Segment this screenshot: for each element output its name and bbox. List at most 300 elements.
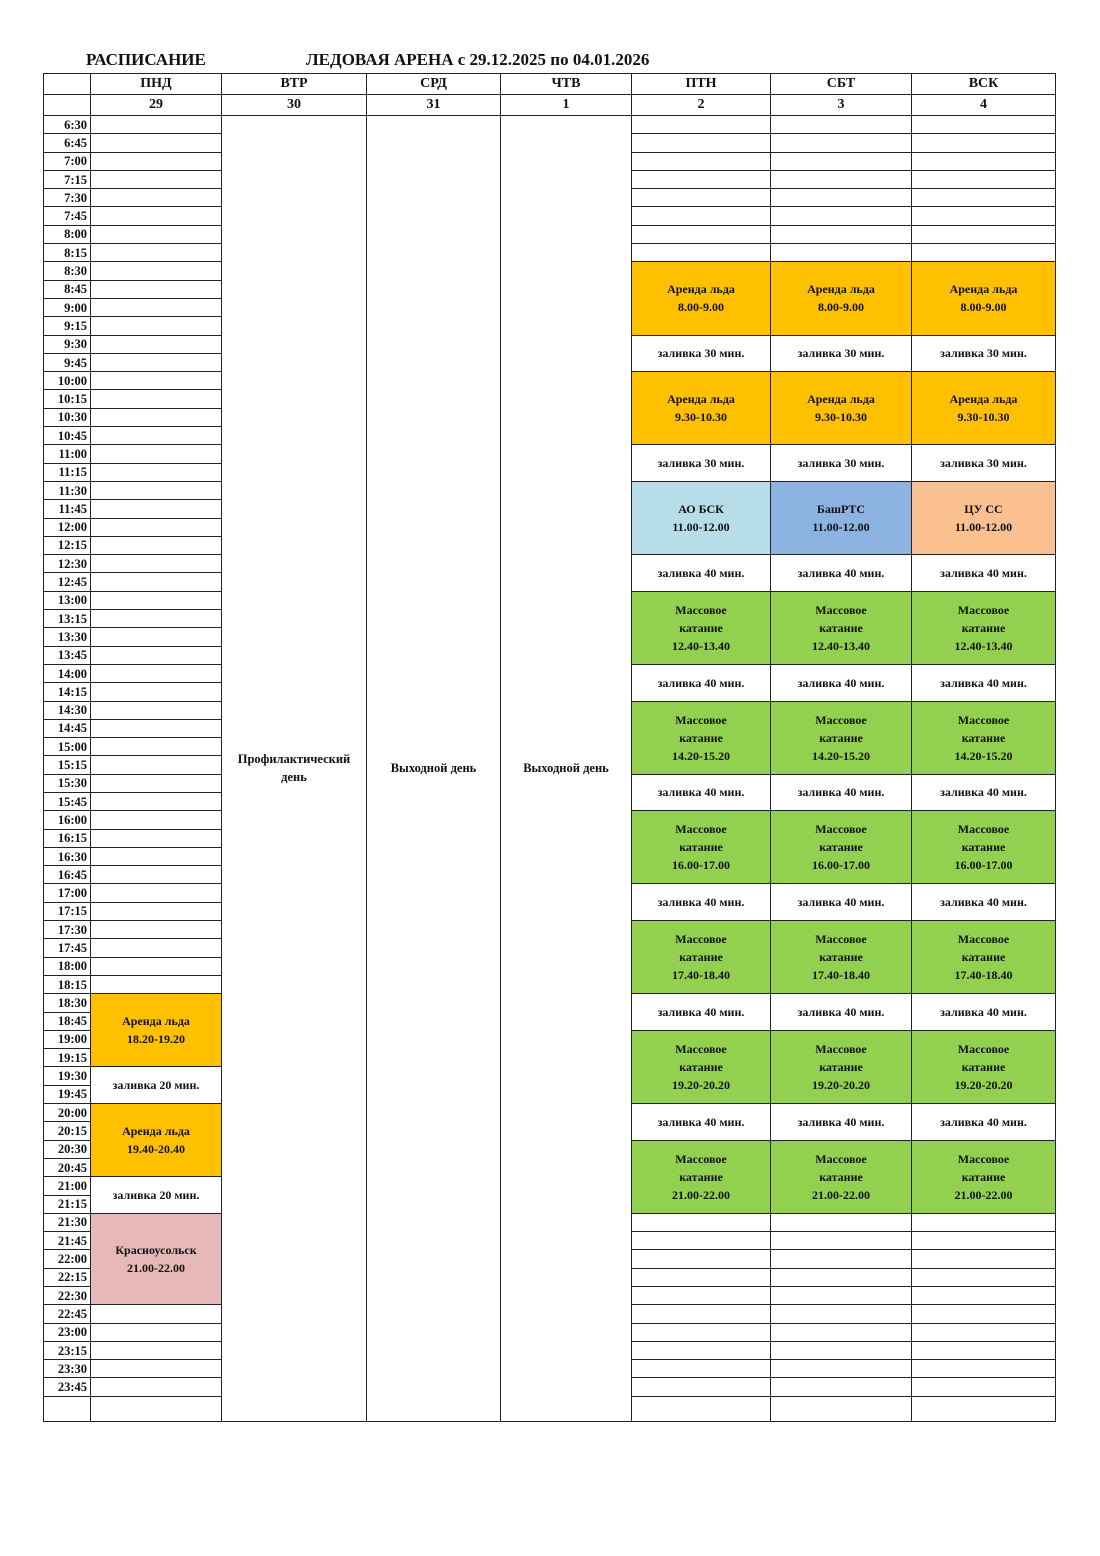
time-label: 23:30 [44, 1360, 91, 1378]
monday-empty-slot[interactable] [91, 866, 222, 884]
event-text-line: 21.00-22.00 [812, 1187, 870, 1202]
event-text-line: Массовое [675, 822, 727, 837]
time-label: 18:00 [44, 957, 91, 975]
weekend-event-pour[interactable] [771, 884, 912, 921]
event-text-line: 21.00-22.00 [672, 1187, 730, 1202]
event-text-line: катание [679, 840, 723, 855]
event-text-line: 14.20-15.20 [672, 748, 730, 763]
day-date-header: 31 [367, 95, 501, 116]
event-text-line: Массовое [815, 932, 867, 947]
time-label: 21:00 [44, 1177, 91, 1195]
event-text-line: 19.40-20.40 [127, 1142, 185, 1157]
event-text-line: Массовое [957, 932, 1010, 947]
weekend-event-pour[interactable] [632, 994, 771, 1031]
event-text-line: катание [679, 730, 723, 745]
weekend-event-pour[interactable] [632, 445, 771, 482]
event-text-line: катание [679, 1059, 723, 1074]
event-text-line: Аренда льда [122, 1124, 190, 1139]
weekend-event-bashrts[interactable] [771, 481, 912, 554]
event-text-line: 21.00-22.00 [127, 1261, 185, 1276]
time-label: 9:15 [44, 317, 91, 335]
weekend-empty-slot[interactable] [632, 244, 771, 262]
time-label: 14:15 [44, 683, 91, 701]
page-subtitle: ЛЕДОВАЯ АРЕНА с 29.12.2025 по 04.01.2026 [306, 50, 650, 69]
day-name-header: ВТР [222, 74, 367, 95]
weekend-empty-slot[interactable] [632, 1213, 771, 1231]
monday-empty-slot[interactable] [91, 921, 222, 939]
monday-empty-slot[interactable] [91, 481, 222, 499]
event-text-line: катание [819, 1169, 863, 1184]
weekend-event-pour[interactable] [632, 1104, 771, 1141]
event-text-line: 16.00-17.00 [954, 858, 1013, 873]
monday-empty-slot[interactable] [91, 701, 222, 719]
weekend-event-pour[interactable] [912, 884, 1056, 921]
event-text-line: 12.40-13.40 [812, 638, 870, 653]
event-text-line: катание [819, 840, 863, 855]
weekend-empty-slot[interactable] [771, 170, 912, 188]
monday-event-rent[interactable] [91, 994, 222, 1067]
event-text-line: 8.00-9.00 [960, 300, 1007, 315]
event-text-line: 9.30-10.30 [815, 410, 867, 425]
time-label: 7:00 [44, 152, 91, 170]
weekend-event-mass[interactable] [771, 1030, 912, 1103]
weekend-empty-slot[interactable] [912, 1268, 1056, 1286]
weekend-empty-slot[interactable] [912, 1232, 1056, 1250]
day-name-header: ПТН [632, 74, 771, 95]
weekend-empty-slot[interactable] [771, 189, 912, 207]
weekend-event-pour[interactable] [632, 335, 771, 372]
weekend-event-pour[interactable] [912, 774, 1056, 811]
full-day-note-tue [222, 116, 367, 1422]
weekend-empty-slot[interactable] [912, 134, 1056, 152]
weekend-empty-slot[interactable] [771, 1250, 912, 1268]
weekend-empty-slot[interactable] [632, 1341, 771, 1359]
time-label: 21:30 [44, 1213, 91, 1231]
time-label: 22:30 [44, 1287, 91, 1305]
monday-empty-slot[interactable] [91, 262, 222, 280]
weekend-empty-slot[interactable] [771, 1305, 912, 1323]
event-text-line: заливка 30 мин. [940, 346, 1027, 361]
event-text-line: АО БСК [678, 502, 724, 517]
weekend-event-mass[interactable] [632, 1030, 771, 1103]
weekend-empty-slot[interactable] [771, 225, 912, 243]
weekend-empty-slot[interactable] [632, 1323, 771, 1341]
time-label: 13:00 [44, 591, 91, 609]
day-name-header: ЧТВ [501, 74, 632, 95]
weekend-empty-slot[interactable] [632, 225, 771, 243]
monday-empty-slot[interactable] [91, 847, 222, 865]
time-label: 16:45 [44, 866, 91, 884]
monday-empty-slot[interactable] [91, 390, 222, 408]
time-label: 14:30 [44, 701, 91, 719]
weekend-empty-slot[interactable] [912, 1305, 1056, 1323]
weekend-event-pour[interactable] [912, 1104, 1056, 1141]
weekend-empty-slot[interactable] [771, 1268, 912, 1286]
monday-empty-slot[interactable] [91, 280, 222, 298]
weekend-event-mass[interactable] [632, 591, 771, 664]
footer-cell [632, 1396, 771, 1421]
monday-empty-slot[interactable] [91, 811, 222, 829]
time-label: 18:45 [44, 1012, 91, 1030]
weekend-empty-slot[interactable] [912, 1213, 1056, 1231]
monday-empty-slot[interactable] [91, 500, 222, 518]
event-text-line: заливка 40 мин. [940, 1114, 1027, 1129]
monday-empty-slot[interactable] [91, 463, 222, 481]
monday-empty-slot[interactable] [91, 957, 222, 975]
day-date-header: 3 [771, 95, 912, 116]
event-text-line: 11.00-12.00 [672, 520, 730, 535]
monday-empty-slot[interactable] [91, 353, 222, 371]
time-label: 7:30 [44, 189, 91, 207]
monday-empty-slot[interactable] [91, 829, 222, 847]
weekend-event-ao_bsk[interactable] [632, 481, 771, 554]
weekend-event-pour[interactable] [912, 664, 1056, 701]
event-text-line: катание [961, 1059, 1006, 1074]
event-text-line: заливка 40 мин. [657, 785, 745, 800]
monday-empty-slot[interactable] [91, 628, 222, 646]
weekend-empty-slot[interactable] [912, 116, 1056, 134]
monday-empty-slot[interactable] [91, 719, 222, 737]
time-label: 10:45 [44, 427, 91, 445]
event-text-line: 12.40-13.40 [672, 638, 730, 653]
time-label: 11:45 [44, 500, 91, 518]
weekend-event-pour[interactable] [771, 445, 912, 482]
monday-empty-slot[interactable] [91, 189, 222, 207]
monday-empty-slot[interactable] [91, 408, 222, 426]
weekend-event-mass[interactable] [912, 591, 1056, 664]
event-text-line: Аренда льда [667, 392, 735, 407]
footer-cell [91, 1396, 222, 1421]
monday-empty-slot[interactable] [91, 335, 222, 353]
monday-empty-slot[interactable] [91, 1323, 222, 1341]
event-text-line: заливка 30 мин. [797, 456, 885, 471]
time-label: 23:15 [44, 1341, 91, 1359]
event-text-line: заливка 40 мин. [797, 1114, 885, 1129]
weekend-empty-slot[interactable] [632, 207, 771, 225]
weekend-empty-slot[interactable] [632, 1250, 771, 1268]
event-text-line: Массовое [675, 1151, 727, 1166]
time-label: 13:15 [44, 610, 91, 628]
weekend-empty-slot[interactable] [912, 1323, 1056, 1341]
weekend-event-mass[interactable] [912, 1030, 1056, 1103]
weekend-event-pour[interactable] [912, 555, 1056, 592]
weekend-empty-slot[interactable] [771, 134, 912, 152]
monday-empty-slot[interactable] [91, 207, 222, 225]
event-text-line: заливка 40 мин. [940, 675, 1027, 690]
event-text-line: Красноусольск [115, 1243, 197, 1258]
weekend-empty-slot[interactable] [632, 1360, 771, 1378]
weekend-event-pour[interactable] [632, 664, 771, 701]
weekend-event-mass[interactable] [771, 921, 912, 994]
weekend-empty-slot[interactable] [632, 1378, 771, 1396]
time-label: 8:15 [44, 244, 91, 262]
weekend-empty-slot[interactable] [912, 1341, 1056, 1359]
monday-empty-slot[interactable] [91, 445, 222, 463]
event-text-line: Массовое [815, 712, 867, 727]
event-text-line: катание [961, 730, 1006, 745]
day-date-header: 1 [501, 95, 632, 116]
weekend-empty-slot[interactable] [771, 244, 912, 262]
monday-empty-slot[interactable] [91, 646, 222, 664]
weekend-event-pour[interactable] [771, 994, 912, 1031]
monday-empty-slot[interactable] [91, 792, 222, 810]
monday-empty-slot[interactable] [91, 536, 222, 554]
weekend-empty-slot[interactable] [912, 1250, 1056, 1268]
time-label: 22:15 [44, 1268, 91, 1286]
weekend-event-rent[interactable] [912, 262, 1056, 335]
monday-empty-slot[interactable] [91, 116, 222, 134]
weekend-empty-slot[interactable] [632, 1232, 771, 1250]
event-text-line: Массовое [815, 1151, 867, 1166]
weekend-empty-slot[interactable] [912, 170, 1056, 188]
weekend-empty-slot[interactable] [912, 152, 1056, 170]
day-name-row [44, 74, 1056, 95]
monday-empty-slot[interactable] [91, 298, 222, 316]
weekend-event-rent[interactable] [771, 372, 912, 445]
event-text-line: 9.30-10.30 [957, 410, 1010, 425]
monday-empty-slot[interactable] [91, 1341, 222, 1359]
time-label: 15:30 [44, 774, 91, 792]
weekend-empty-slot[interactable] [912, 1360, 1056, 1378]
event-text-line: Аренда льда [807, 282, 875, 297]
day-name-header: СБТ [771, 74, 912, 95]
time-label: 7:15 [44, 170, 91, 188]
monday-empty-slot[interactable] [91, 518, 222, 536]
event-text-line: катание [679, 950, 723, 965]
weekend-empty-slot[interactable] [771, 207, 912, 225]
event-text-line: 16.00-17.00 [812, 858, 870, 873]
weekend-event-pour[interactable] [632, 774, 771, 811]
event-text-line: заливка 40 мин. [797, 785, 885, 800]
event-text-line: 18.20-19.20 [127, 1032, 185, 1047]
weekend-empty-slot[interactable] [912, 207, 1056, 225]
time-label: 17:00 [44, 884, 91, 902]
weekend-event-mass[interactable] [912, 921, 1056, 994]
event-text-line: Массовое [675, 602, 727, 617]
event-text-line: Аренда льда [122, 1014, 190, 1029]
weekend-event-mass[interactable] [912, 1140, 1056, 1213]
weekend-empty-slot[interactable] [912, 189, 1056, 207]
weekend-event-pour[interactable] [771, 774, 912, 811]
event-text-line: 12.40-13.40 [954, 638, 1013, 653]
weekend-empty-slot[interactable] [771, 1323, 912, 1341]
monday-empty-slot[interactable] [91, 244, 222, 262]
weekend-event-mass[interactable] [912, 701, 1056, 774]
event-text-line: 14.20-15.20 [954, 748, 1013, 763]
event-text-line: катание [819, 950, 863, 965]
monday-empty-slot[interactable] [91, 152, 222, 170]
full-day-note-text: Выходной день [390, 761, 477, 776]
event-text-line: заливка 30 мин. [797, 346, 885, 361]
weekend-empty-slot[interactable] [771, 1287, 912, 1305]
time-label: 12:30 [44, 555, 91, 573]
time-label: 14:00 [44, 664, 91, 682]
weekend-empty-slot[interactable] [632, 116, 771, 134]
event-text-line: катание [679, 620, 723, 635]
weekend-empty-slot[interactable] [771, 1378, 912, 1396]
weekend-event-mass[interactable] [912, 811, 1056, 884]
weekend-event-mass[interactable] [632, 701, 771, 774]
corner-cell [44, 95, 91, 116]
time-label: 20:30 [44, 1140, 91, 1158]
weekend-event-pour[interactable] [912, 445, 1056, 482]
weekend-empty-slot[interactable] [912, 225, 1056, 243]
event-text-line: 17.40-18.40 [672, 968, 730, 983]
weekend-empty-slot[interactable] [771, 1341, 912, 1359]
weekend-empty-slot[interactable] [771, 1232, 912, 1250]
time-label: 11:00 [44, 445, 91, 463]
event-text-line: Массовое [675, 712, 727, 727]
weekend-empty-slot[interactable] [632, 1268, 771, 1286]
time-label: 19:00 [44, 1030, 91, 1048]
weekend-empty-slot[interactable] [632, 1305, 771, 1323]
weekend-empty-slot[interactable] [771, 1360, 912, 1378]
monday-empty-slot[interactable] [91, 738, 222, 756]
event-text-line: катание [819, 730, 863, 745]
time-label: 23:45 [44, 1378, 91, 1396]
time-slot-row [44, 116, 1056, 134]
weekend-event-mass[interactable] [771, 701, 912, 774]
time-label: 9:00 [44, 298, 91, 316]
day-date-header: 29 [91, 95, 222, 116]
weekend-event-pour[interactable] [771, 335, 912, 372]
day-date-header: 30 [222, 95, 367, 116]
monday-empty-slot[interactable] [91, 939, 222, 957]
event-text-line: заливка 40 мин. [657, 565, 745, 580]
weekend-event-mass[interactable] [632, 1140, 771, 1213]
event-text-line: Аренда льда [667, 282, 735, 297]
time-label: 21:45 [44, 1232, 91, 1250]
event-text-line: 11.00-12.00 [954, 520, 1013, 535]
monday-empty-slot[interactable] [91, 1360, 222, 1378]
weekend-empty-slot[interactable] [771, 1213, 912, 1231]
page-title: РАСПИСАНИЕ [86, 50, 206, 69]
monday-empty-slot[interactable] [91, 555, 222, 573]
monday-empty-slot[interactable] [91, 884, 222, 902]
weekend-empty-slot[interactable] [912, 244, 1056, 262]
weekend-empty-slot[interactable] [771, 152, 912, 170]
weekend-event-rent[interactable] [632, 372, 771, 445]
weekend-empty-slot[interactable] [632, 170, 771, 188]
event-text-line: заливка 40 мин. [797, 1005, 885, 1020]
monday-empty-slot[interactable] [91, 664, 222, 682]
weekend-event-pour[interactable] [771, 664, 912, 701]
event-text-line: 8.00-9.00 [818, 300, 864, 315]
monday-empty-slot[interactable] [91, 573, 222, 591]
event-text-line: катание [819, 620, 863, 635]
weekend-empty-slot[interactable] [632, 134, 771, 152]
time-label: 17:45 [44, 939, 91, 957]
event-text-line: заливка 40 мин. [940, 565, 1027, 580]
weekend-event-mass[interactable] [632, 921, 771, 994]
monday-empty-slot[interactable] [91, 1305, 222, 1323]
event-text-line: заливка 30 мин. [940, 456, 1027, 471]
monday-empty-slot[interactable] [91, 591, 222, 609]
event-text-line: 19.20-20.20 [672, 1077, 730, 1092]
monday-empty-slot[interactable] [91, 225, 222, 243]
weekend-event-mass[interactable] [771, 1140, 912, 1213]
monday-event-krasnousolsk[interactable] [91, 1213, 222, 1304]
event-text-line: заливка 40 мин. [940, 895, 1027, 910]
monday-empty-slot[interactable] [91, 372, 222, 390]
time-label: 20:15 [44, 1122, 91, 1140]
weekend-empty-slot[interactable] [632, 189, 771, 207]
weekend-event-rent[interactable] [771, 262, 912, 335]
weekend-event-mass[interactable] [771, 811, 912, 884]
time-label: 21:15 [44, 1195, 91, 1213]
event-text-line: Массовое [815, 602, 867, 617]
monday-empty-slot[interactable] [91, 317, 222, 335]
schedule-table [43, 73, 1056, 1422]
weekend-event-mass[interactable] [771, 591, 912, 664]
event-text-line: катание [819, 1059, 863, 1074]
monday-event-rent[interactable] [91, 1104, 222, 1177]
time-label: 18:15 [44, 975, 91, 993]
weekend-event-pour[interactable] [632, 555, 771, 592]
event-text-line: 19.20-20.20 [812, 1077, 870, 1092]
time-label: 22:00 [44, 1250, 91, 1268]
event-text-line: 14.20-15.20 [812, 748, 870, 763]
event-text-line: заливка 40 мин. [940, 785, 1027, 800]
weekend-empty-slot[interactable] [912, 1378, 1056, 1396]
weekend-empty-slot[interactable] [632, 152, 771, 170]
weekend-event-pour[interactable] [771, 555, 912, 592]
monday-event-pour[interactable] [91, 1067, 222, 1104]
monday-empty-slot[interactable] [91, 683, 222, 701]
event-text-line: заливка 40 мин. [657, 675, 745, 690]
weekend-event-cu_ss[interactable] [912, 481, 1056, 554]
event-text-line: заливка 20 мин. [112, 1188, 200, 1203]
weekend-event-pour[interactable] [912, 335, 1056, 372]
corner-cell [44, 74, 91, 95]
monday-empty-slot[interactable] [91, 427, 222, 445]
event-text-line: Аренда льда [949, 282, 1018, 297]
event-text-line: Массовое [957, 712, 1010, 727]
monday-event-pour[interactable] [91, 1177, 222, 1214]
time-label: 12:00 [44, 518, 91, 536]
event-text-line: заливка 40 мин. [657, 1114, 745, 1129]
event-text-line: заливка 30 мин. [657, 456, 745, 471]
monday-empty-slot[interactable] [91, 756, 222, 774]
weekend-event-rent[interactable] [632, 262, 771, 335]
time-label: 8:45 [44, 280, 91, 298]
event-text-line: заливка 40 мин. [797, 565, 885, 580]
time-label: 17:15 [44, 902, 91, 920]
weekend-event-pour[interactable] [632, 884, 771, 921]
weekend-empty-slot[interactable] [912, 1287, 1056, 1305]
weekend-event-mass[interactable] [632, 811, 771, 884]
weekend-event-rent[interactable] [912, 372, 1056, 445]
event-text-line: 21.00-22.00 [954, 1187, 1013, 1202]
monday-empty-slot[interactable] [91, 1378, 222, 1396]
monday-empty-slot[interactable] [91, 975, 222, 993]
weekend-event-pour[interactable] [771, 1104, 912, 1141]
monday-empty-slot[interactable] [91, 610, 222, 628]
monday-empty-slot[interactable] [91, 170, 222, 188]
event-text-line: 19.20-20.20 [954, 1077, 1013, 1092]
monday-empty-slot[interactable] [91, 134, 222, 152]
day-date-header: 4 [912, 95, 1056, 116]
time-label: 23:00 [44, 1323, 91, 1341]
monday-empty-slot[interactable] [91, 902, 222, 920]
monday-empty-slot[interactable] [91, 774, 222, 792]
event-text-line: катание [961, 620, 1006, 635]
event-text-line: 17.40-18.40 [812, 968, 870, 983]
weekend-empty-slot[interactable] [771, 116, 912, 134]
event-text-line: БашРТС [816, 502, 866, 517]
weekend-event-pour[interactable] [912, 994, 1056, 1031]
weekend-empty-slot[interactable] [632, 1287, 771, 1305]
